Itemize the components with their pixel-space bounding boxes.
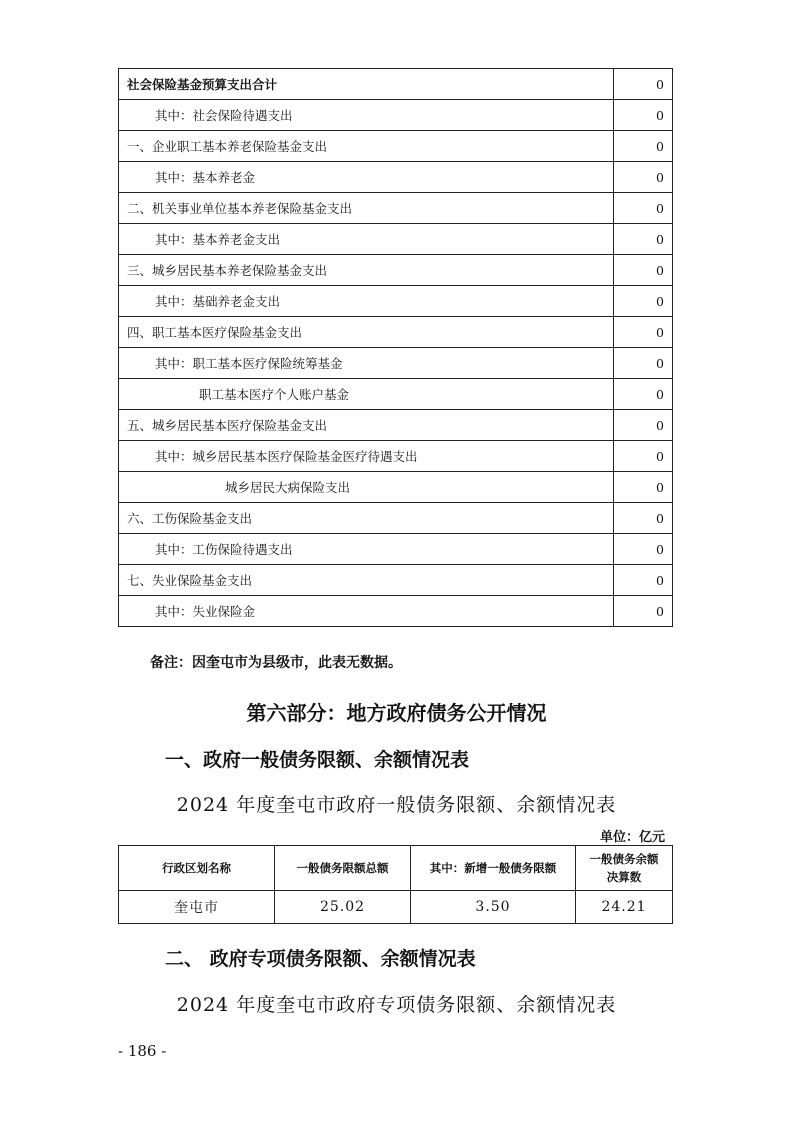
row-value: 0 [614,100,673,131]
row-value: 0 [614,224,673,255]
social-insurance-expenditure-table [118,68,673,627]
table-row [119,255,673,286]
table-row [119,503,673,534]
table-row [119,891,673,924]
column-header: 行政区划名称 [119,846,275,891]
row-label: 职工基本医疗个人账户基金 [119,379,614,410]
table-row [119,379,673,410]
row-value: 0 [614,410,673,441]
row-label: 其中：城乡居民基本医疗保险基金医疗待遇支出 [119,441,614,472]
row-value: 0 [614,348,673,379]
table-row [119,162,673,193]
table-row [119,596,673,627]
table-row [119,534,673,565]
row-value: 0 [614,441,673,472]
table-row [119,131,673,162]
row-value: 0 [614,255,673,286]
table-title-general-debt: 2024 年度奎屯市政府一般债务限额、余额情况表 [176,794,617,816]
row-label: 城乡居民大病保险支出 [119,472,614,503]
row-value: 0 [614,503,673,534]
row-value: 0 [614,69,673,100]
general-debt-table [118,845,673,924]
row-value: 0 [614,565,673,596]
table-row [119,193,673,224]
table-row [119,286,673,317]
row-label: 其中：基本养老金支出 [119,224,614,255]
row-value: 0 [614,596,673,627]
row-label: 社会保险基金预算支出合计 [119,69,614,100]
row-label: 五、城乡居民基本医疗保险基金支出 [119,410,614,441]
section-heading-special-debt: 二、 政府专项债务限额、余额情况表 [165,948,476,970]
row-label: 六、工伤保险基金支出 [119,503,614,534]
table-row [119,317,673,348]
column-header: 一般债务余额决算数 [576,846,673,891]
debt-balance-cell: 24.21 [576,891,673,924]
new-debt-limit-cell: 3.50 [411,891,576,924]
row-label: 一、企业职工基本养老保险基金支出 [119,131,614,162]
page-number: - 186 - [118,1042,167,1060]
table-row [119,100,673,131]
table-title-special-debt: 2024 年度奎屯市政府专项债务限额、余额情况表 [176,994,617,1016]
row-label: 其中：工伤保险待遇支出 [119,534,614,565]
part-title: 第六部分：地方政府债务公开情况 [246,701,547,725]
row-label: 其中：失业保险金 [119,596,614,627]
row-label: 其中：基本养老金 [119,162,614,193]
row-value: 0 [614,472,673,503]
unit-label: 单位：亿元 [599,830,665,845]
table-note: 备注：因奎屯市为县级市，此表无数据。 [150,655,402,671]
region-name-cell: 奎屯市 [119,891,275,924]
table-row [119,472,673,503]
column-header: 其中：新增一般债务限额 [411,846,576,891]
table-row [119,348,673,379]
table-row [119,441,673,472]
row-label: 三、城乡居民基本养老保险基金支出 [119,255,614,286]
table-header-row [119,846,673,891]
table-row [119,224,673,255]
row-value: 0 [614,286,673,317]
row-label: 二、机关事业单位基本养老保险基金支出 [119,193,614,224]
row-label: 其中：基础养老金支出 [119,286,614,317]
row-label: 四、职工基本医疗保险基金支出 [119,317,614,348]
table-row [119,69,673,100]
row-value: 0 [614,317,673,348]
row-label: 其中：职工基本医疗保险统筹基金 [119,348,614,379]
row-value: 0 [614,162,673,193]
row-label: 其中：社会保险待遇支出 [119,100,614,131]
row-label: 七、失业保险基金支出 [119,565,614,596]
section-heading-general-debt: 一、政府一般债务限额、余额情况表 [165,749,470,771]
row-value: 0 [614,534,673,565]
table-row [119,410,673,441]
row-value: 0 [614,193,673,224]
column-header: 一般债务限额总额 [275,846,411,891]
row-value: 0 [614,379,673,410]
debt-limit-cell: 25.02 [275,891,411,924]
row-value: 0 [614,131,673,162]
table-row [119,565,673,596]
